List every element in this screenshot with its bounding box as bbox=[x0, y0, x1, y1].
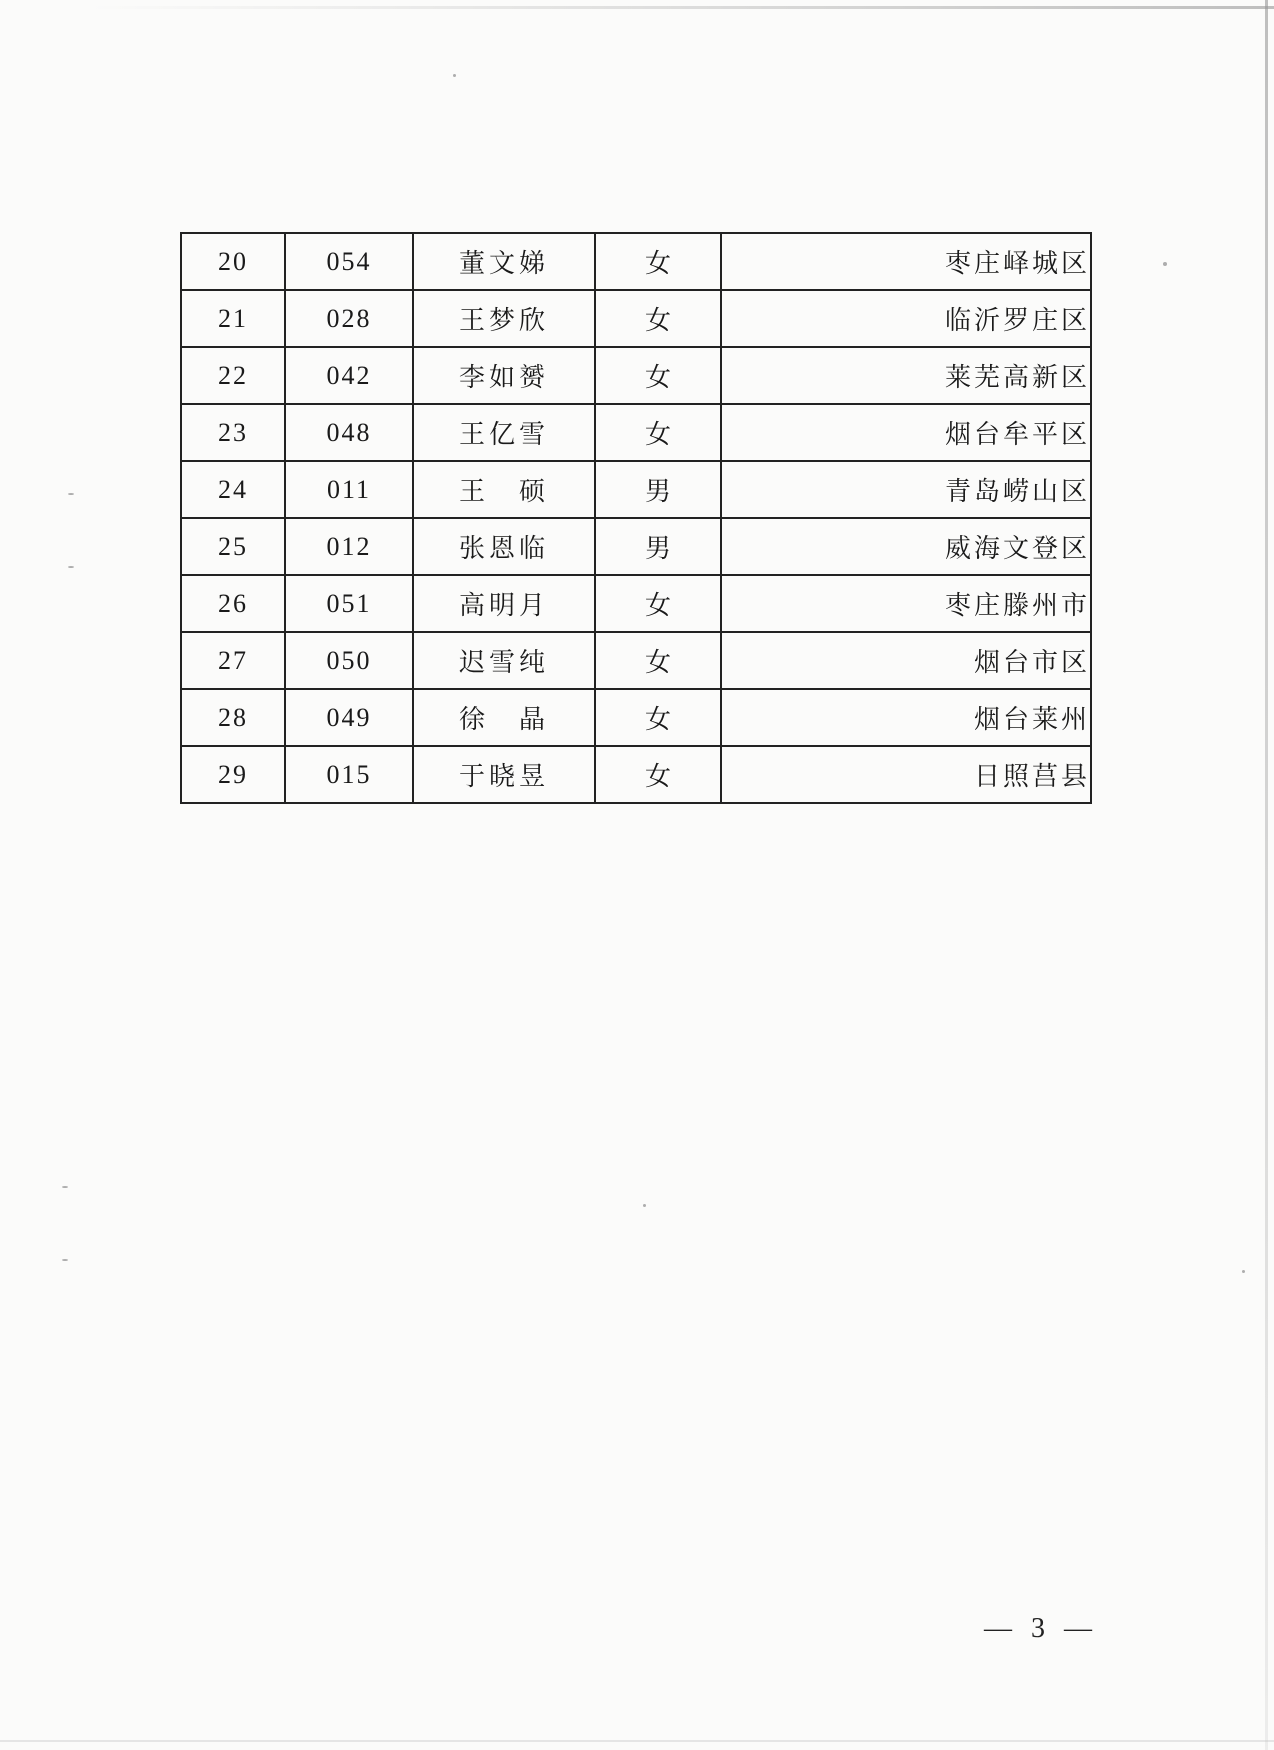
cell-index: 22 bbox=[181, 347, 285, 404]
cell-index: 26 bbox=[181, 575, 285, 632]
cell-region: 临沂罗庄区 bbox=[721, 290, 1091, 347]
cell-name: 迟雪纯 bbox=[413, 632, 595, 689]
table-row bbox=[181, 233, 1091, 290]
cell-name: 董文娣 bbox=[413, 233, 595, 290]
scan-speck bbox=[62, 1186, 68, 1188]
cell-code: 048 bbox=[285, 404, 413, 461]
cell-name: 王梦欣 bbox=[413, 290, 595, 347]
cell-index: 21 bbox=[181, 290, 285, 347]
cell-name: 于晓昱 bbox=[413, 746, 595, 803]
table-row bbox=[181, 404, 1091, 461]
cell-code: 012 bbox=[285, 518, 413, 575]
cell-gender: 女 bbox=[595, 404, 721, 461]
cell-gender: 女 bbox=[595, 746, 721, 803]
cell-gender: 女 bbox=[595, 347, 721, 404]
cell-region: 青岛崂山区 bbox=[721, 461, 1091, 518]
cell-gender: 女 bbox=[595, 575, 721, 632]
cell-name: 王亿雪 bbox=[413, 404, 595, 461]
cell-code: 054 bbox=[285, 233, 413, 290]
cell-region: 威海文登区 bbox=[721, 518, 1091, 575]
cell-gender: 男 bbox=[595, 461, 721, 518]
roster-table bbox=[180, 232, 1092, 804]
table-row bbox=[181, 347, 1091, 404]
cell-name: 王 硕 bbox=[413, 461, 595, 518]
cell-code: 011 bbox=[285, 461, 413, 518]
cell-region: 日照莒县 bbox=[721, 746, 1091, 803]
cell-index: 20 bbox=[181, 233, 285, 290]
table-row bbox=[181, 632, 1091, 689]
scan-speck bbox=[643, 1204, 646, 1207]
scan-speck bbox=[68, 566, 74, 568]
cell-region: 烟台莱州 bbox=[721, 689, 1091, 746]
cell-code: 051 bbox=[285, 575, 413, 632]
cell-gender: 男 bbox=[595, 518, 721, 575]
table-row bbox=[181, 290, 1091, 347]
cell-name: 徐 晶 bbox=[413, 689, 595, 746]
table-row bbox=[181, 575, 1091, 632]
scan-speck bbox=[1163, 262, 1167, 266]
scan-edge-right bbox=[1265, 0, 1268, 1750]
table-row bbox=[181, 461, 1091, 518]
cell-index: 27 bbox=[181, 632, 285, 689]
cell-index: 28 bbox=[181, 689, 285, 746]
scan-edge-top bbox=[90, 6, 1274, 9]
scan-speck bbox=[68, 493, 74, 495]
cell-region: 枣庄滕州市 bbox=[721, 575, 1091, 632]
cell-gender: 女 bbox=[595, 290, 721, 347]
scan-speck bbox=[62, 1259, 68, 1261]
table-row bbox=[181, 689, 1091, 746]
scan-speck bbox=[453, 74, 456, 77]
cell-region: 莱芜高新区 bbox=[721, 347, 1091, 404]
cell-code: 042 bbox=[285, 347, 413, 404]
cell-region: 烟台市区 bbox=[721, 632, 1091, 689]
cell-code: 015 bbox=[285, 746, 413, 803]
page-number: — 3 — bbox=[984, 1613, 1098, 1644]
cell-code: 049 bbox=[285, 689, 413, 746]
cell-code: 050 bbox=[285, 632, 413, 689]
cell-gender: 女 bbox=[595, 632, 721, 689]
roster-table-body bbox=[181, 233, 1091, 803]
cell-index: 23 bbox=[181, 404, 285, 461]
table-row bbox=[181, 518, 1091, 575]
cell-name: 张恩临 bbox=[413, 518, 595, 575]
cell-code: 028 bbox=[285, 290, 413, 347]
cell-index: 24 bbox=[181, 461, 285, 518]
table-row bbox=[181, 746, 1091, 803]
cell-region: 烟台牟平区 bbox=[721, 404, 1091, 461]
cell-gender: 女 bbox=[595, 689, 721, 746]
cell-index: 25 bbox=[181, 518, 285, 575]
cell-gender: 女 bbox=[595, 233, 721, 290]
scan-speck bbox=[1242, 1270, 1245, 1273]
scan-edge-bottom bbox=[0, 1740, 1274, 1742]
cell-name: 高明月 bbox=[413, 575, 595, 632]
cell-index: 29 bbox=[181, 746, 285, 803]
cell-region: 枣庄峄城区 bbox=[721, 233, 1091, 290]
cell-name: 李如赟 bbox=[413, 347, 595, 404]
